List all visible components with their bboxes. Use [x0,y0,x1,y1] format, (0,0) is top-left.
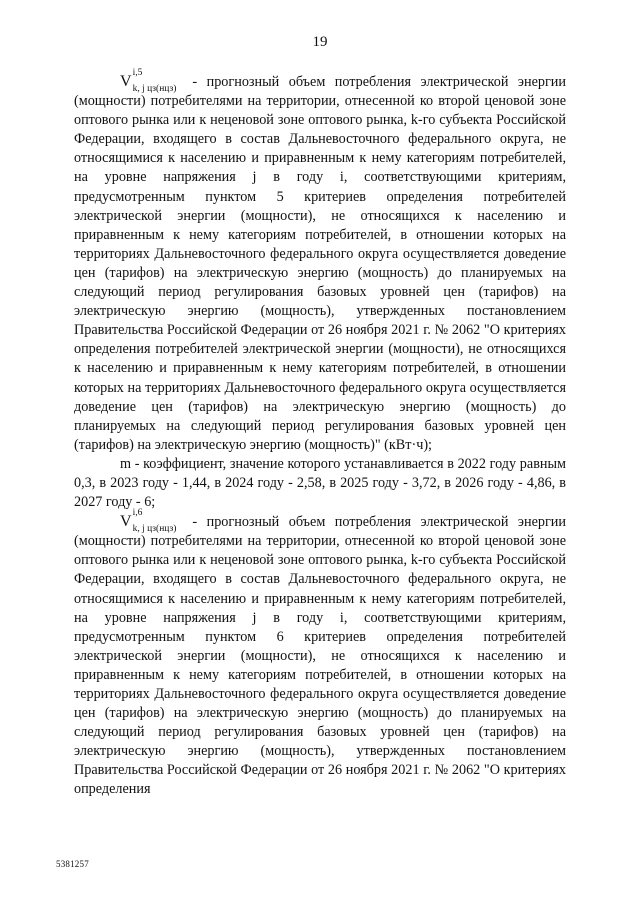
page-number: 19 [312,34,328,50]
definition-v-i5 [74,68,566,455]
definition-m [74,455,566,512]
symbol-subscript: k, j цз(нцз) [132,84,177,94]
document-code: 5381257 [56,859,89,869]
document-body [74,58,566,800]
symbol-base: V [120,73,132,90]
definition-v-i6 [74,508,566,799]
definition-text: m - коэффициент, значение которого устанавливается в 2022 году равным 0,3, в 2023 году - 1,44, в 2024 году - 2,58, в 2025 году - 3,72, в 2026 году - 4,86, в 2027 году - 6; [74,455,566,511]
symbol-base: V [120,513,132,531]
symbol-superscript: i,6 [132,508,143,519]
symbol-subscript: k, j цз(нцз) [132,524,177,535]
symbol-v-i6 [120,508,178,535]
definition-text: - прогнозный объем потребления электрической энергии (мощности) потребителями на территории, отнесенной ко второй ценовой зоне оптового рынка или к неценовой зоне оптового рынка, k-го субъекта Российской Федерации, входящего в состав Дальневосточного федерального округа, не относящимися к населению и приравненным к нему категориям потребителей, на уровне напряжения j в году i, соответствующими критериям, предусмотренным пунктом 6 критериев определения потребителей электрической энергии (мощности), не относящихся к населению и приравненным к нему категориям потребителей, в отношении которых на территориях Дальневосточного федерального округа осуществляется доведение цен (тарифов) на электрическую энергию (мощность) до планируемых на следующий период регулирования базовых уровней цен (тарифов) на электрическую энергию (мощность), утвержденных постановлением Правительства Российской Федерации от 26 ноября 2021 г. № 2062 "О критериях определения [74,514,566,798]
definition-text: - прогнозный объем потребления электрической энергии (мощности) потребителями на территории, отнесенной ко второй ценовой зоне оптового рынка или к неценовой зоне оптового рынка, k-го субъекта Российской Федерации, входящего в состав Дальневосточного федерального округа, не относящимися к населению и приравненным к нему категориям потребителей, на уровне напряжения j в году i, соответствующими критериям, предусмотренным пунктом 5 критериев определения потребителей электрической энергии (мощности), не относящихся к населению и приравненным к нему категориям потребителей, в отношении которых на территориях Дальневосточного федерального округа осуществляется доведение цен (тарифов) на электрическую энергию (мощность) до планируемых на следующий период регулирования базовых уровней цен (тарифов) на электрическую энергию (мощность), утвержденных постановлением Правительства Российской Федерации от 26 ноября 2021 г. № 2062 "О критериях определения потребителей электрической энергии (мощности), не относящихся к населению и приравненным к нему категориям потребителей, в отношении которых на территориях Дальневосточного федерального округа осуществляется доведение цен (тарифов) на электрическую энергию (мощность) до планируемых на следующий период регулирования базовых уровней цен (тарифов) на электрическую энергию (мощность)" (кВт·ч); [74,74,566,453]
symbol-superscript: i,5 [132,68,143,78]
symbol-v-i5 [120,68,178,94]
